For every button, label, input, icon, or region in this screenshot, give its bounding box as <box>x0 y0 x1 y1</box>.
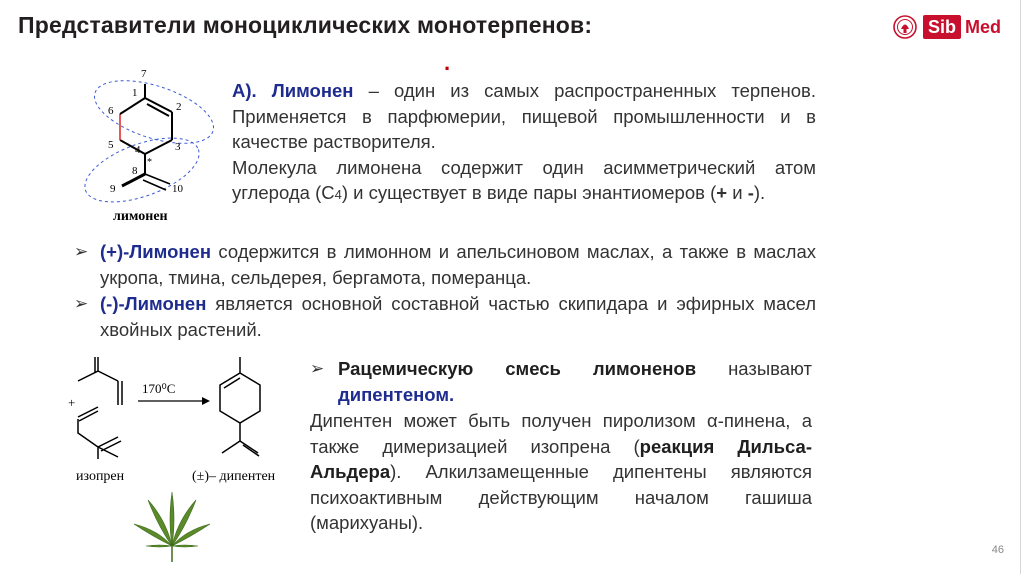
slide-edge-line <box>1020 0 1021 574</box>
carbon-index: 4 <box>334 187 342 202</box>
sibmed-logo <box>893 14 1011 40</box>
isoprene-unit-2 <box>80 125 207 215</box>
dipentene-effect-text: ). Алкилзамещенные дипентены являются психоактивным действующим началом гашиша (марихуаны). <box>310 461 812 533</box>
isoprene-molecule-2 <box>78 407 121 459</box>
university-seal-icon <box>893 14 917 40</box>
plus-limonene-text: содержится в лимонном и апельсиновом маслах, а также в маслах укропа, тмина, сельдерея, бергамота, померанца. <box>100 241 816 288</box>
dipentene-description <box>310 408 812 536</box>
bullet-plus-limonene <box>74 239 816 290</box>
atom-9-label: 9 <box>110 183 116 195</box>
diels-alder-term: реакция Дильса-Альдера <box>310 435 812 482</box>
dipentene-molecule <box>220 357 260 456</box>
minus-sign: - <box>747 182 754 203</box>
bullet-arrow-icon: ➢ <box>310 359 325 378</box>
limonene-paragraph-2 <box>232 155 816 208</box>
enantiomer-text: ) и существует в виде пары энантиомеров ( <box>341 182 717 203</box>
dipentene-bullet <box>310 356 812 407</box>
isoprene-molecule-1 <box>78 357 122 405</box>
limonene-description <box>232 78 816 208</box>
limonene-molecule-text: Молекула лимонена содержит один асимметрический атом углерода (С <box>232 156 816 203</box>
page-number: 46 <box>991 544 1004 556</box>
limonene-paragraph-1 <box>232 78 816 155</box>
limonene-usage-text: – один из самых распространенных терпенов. Применяется в парфюмерии, пищевой промышленности и в качестве растворителя. <box>232 80 816 152</box>
dipentene-paragraph <box>310 408 812 536</box>
logo-med-text: Med <box>965 17 1001 37</box>
cannabis-leaf-icon <box>132 490 212 564</box>
plus-sign: + <box>716 182 728 203</box>
diels-alder-reaction-scheme <box>60 355 300 490</box>
atom-2-label: 2 <box>176 101 182 113</box>
called-text: называют <box>696 358 812 379</box>
racemic-mixture-label: Рацемическую смесь лимоненов <box>338 358 697 379</box>
dipentene-label: (±)– дипентен <box>192 469 276 484</box>
stray-dot: . <box>444 50 451 75</box>
bullet-minus-limonene <box>74 291 816 342</box>
limonene-heading: А). Лимонен <box>232 80 354 101</box>
reaction-condition: 170⁰С <box>142 381 176 396</box>
dipentene-synthesis-text: Дипентен может быть получен пиролизом α-пинена, а также димеризацией изопрена ( <box>310 410 812 457</box>
logo-sib-text: Sib <box>923 15 961 39</box>
structure-caption: лимонен <box>113 209 168 224</box>
slide-title: Представители моноциклических монотерпенов: <box>18 12 593 38</box>
atom-10-label: 10 <box>172 183 183 195</box>
atom-3-label: 3 <box>175 141 181 153</box>
reaction-plus: + <box>68 395 76 410</box>
bullet-arrow-icon: ➢ <box>74 294 89 313</box>
limonene-structure <box>80 62 220 230</box>
chiral-star: * <box>147 157 152 168</box>
atom-1-label: 1 <box>132 87 138 99</box>
plus-limonene-label: (+)-Лимонен <box>100 241 212 262</box>
atom-7-label: 7 <box>141 68 147 80</box>
isoprene-unit-1 <box>87 68 220 156</box>
atom-6-label: 6 <box>108 105 114 117</box>
dipentene-term: дипентеном. <box>338 383 455 405</box>
minus-limonene-label: (-)-Лимонен <box>100 293 207 314</box>
atom-8-label: 8 <box>132 165 138 177</box>
isoprene-label: изопрен <box>76 469 125 484</box>
and-text: и <box>727 182 748 203</box>
minus-limonene-text: является основной составной частью скипидара и эфирных масел хвойных растений. <box>100 293 816 340</box>
closing-text: ). <box>753 182 766 203</box>
bullet-arrow-icon: ➢ <box>74 242 89 261</box>
atom-5-label: 5 <box>108 139 114 151</box>
atom-4-label: 4 <box>135 144 141 156</box>
